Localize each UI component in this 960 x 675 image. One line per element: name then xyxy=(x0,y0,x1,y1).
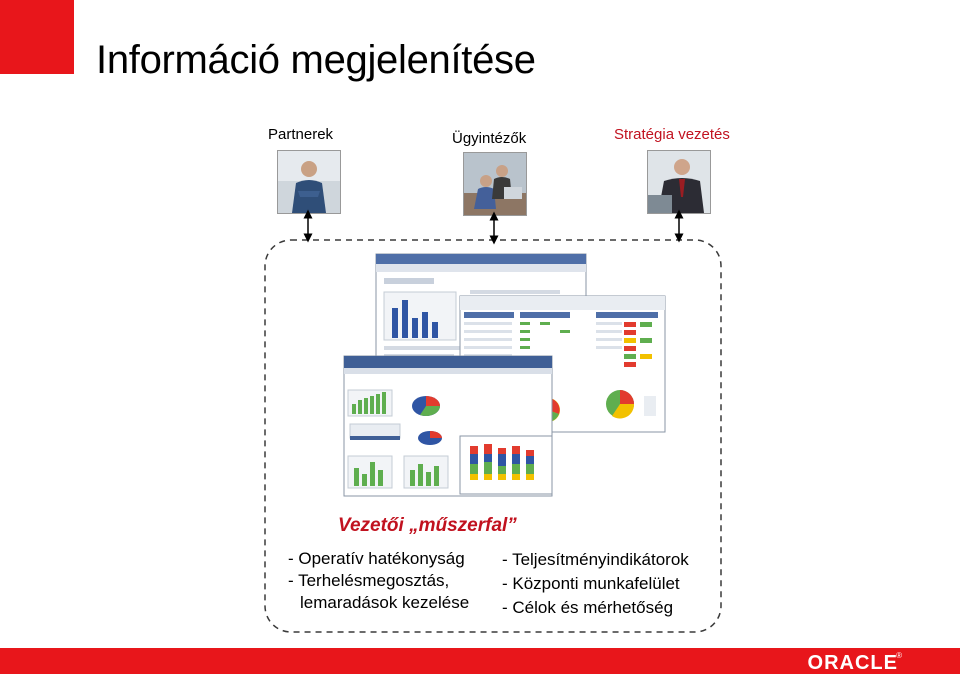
list-item: - Központi munkafelület xyxy=(502,574,680,593)
dashboard-title: Vezetői „műszerfal” xyxy=(338,515,517,536)
dashboard-left-list xyxy=(288,548,469,614)
oracle-logo: ORACLE xyxy=(807,652,898,674)
page-title: Információ megjelenítése xyxy=(96,38,536,82)
list-item: - Operatív hatékonyság xyxy=(288,549,465,568)
list-item: - Célok és mérhetőség xyxy=(502,598,674,617)
registered-mark-icon: ® xyxy=(896,651,902,660)
list-item: lemaradások kezelése xyxy=(300,593,470,612)
dashboard-right-list xyxy=(502,548,689,620)
role-label-partners: Partnerek xyxy=(268,126,334,143)
role-label-strategy: Stratégia vezetés xyxy=(614,126,730,143)
role-label-clerks: Ügyintézők xyxy=(452,130,527,147)
list-item: - Terhelésmegosztás, xyxy=(288,571,450,590)
list-item: - Teljesítményindikátorok xyxy=(502,550,689,569)
dashboard-screenshot-stacked xyxy=(460,436,552,494)
